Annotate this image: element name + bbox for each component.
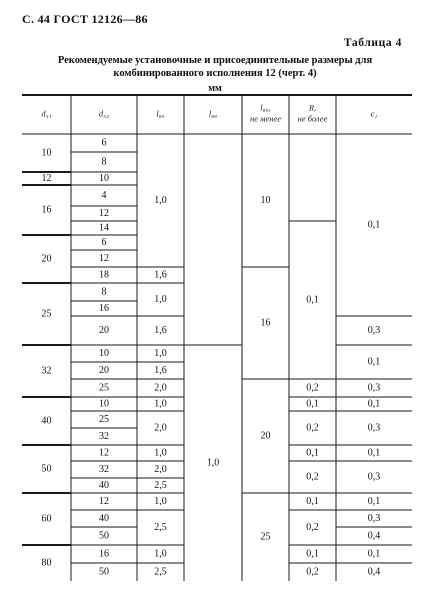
table-cell: 16 [260,317,271,329]
table-cell: 2,0 [154,382,167,394]
table-cell: 0,1 [367,548,381,560]
table-cell: 0,4 [367,566,381,578]
table-cell: 1,6 [154,269,167,281]
units-label: мм [208,83,222,94]
table-cell: 0,2 [306,521,319,533]
table-cell: 50 [41,463,52,475]
table-cell: 0,3 [367,512,381,524]
table-cell: 20 [260,430,271,442]
table-cell: 10 [99,172,109,184]
table-cell: 12 [99,495,109,507]
table-cell: 10 [99,347,109,359]
table-cell: 10 [260,194,271,206]
table-cell: 12 [99,207,109,219]
table-cell: 25 [99,413,109,425]
table-cell: 0,2 [306,382,319,394]
column-header: d₅₁ [41,108,52,119]
table-cell: 0,4 [367,530,381,542]
table-cell: 16 [99,302,109,314]
table-cell: 50 [99,530,109,542]
table-cell: 1,6 [154,324,167,336]
table-cell: 0,1 [306,398,319,410]
table-cell: 32 [41,365,52,377]
table-cell: 20 [41,253,52,265]
table-cell: 0,2 [306,422,319,434]
column-header: l₈₉, не менее [249,102,282,124]
table-cell: 0,3 [367,324,381,336]
table-cell: 1,0 [154,548,167,560]
table-caption-line-1: Рекомендуемые установочные и присоединительные размеры для [57,55,373,66]
table-cell: 40 [99,512,109,524]
table-cell: 20 [99,364,109,376]
table-cell: 0,1 [367,398,381,410]
table-cell: 18 [99,269,109,281]
table-cell: 1,0 [154,194,167,206]
table-cell: 16 [41,204,52,216]
table-cell: 0,3 [367,471,381,483]
table-cell: 4 [101,189,107,201]
table-cell: 1,0 [154,398,167,410]
table-cell: 25 [99,382,109,394]
table-cell: 12 [41,172,52,184]
table-caption-line-2: комбинированного исполнения 12 (черт. 4) [113,68,317,79]
table-cell: 1,0 [206,457,220,469]
table-cell: 25 [260,531,271,543]
table-cell: 0,3 [367,382,381,394]
page-header: С. 44 ГОСТ 12126—86 [22,12,148,26]
table-cell: 10 [99,398,109,410]
table-cell: 60 [41,513,52,525]
table-cell: 0,3 [367,422,381,434]
table-cell: 2,0 [154,463,167,475]
table-cell: 20 [99,324,109,336]
table-cell: 0,1 [367,495,381,507]
table-cell: 0,1 [306,495,319,507]
table-cell: 50 [99,566,109,578]
table-cell: 32 [99,430,109,442]
table-cell: 14 [99,222,109,234]
table-cell: 32 [99,463,109,475]
table-cell: 1,0 [154,347,167,359]
table-cell: 1,0 [154,495,167,507]
table-cell: 2,5 [154,566,167,578]
column-header: l₈₈ [208,108,218,119]
column-header: d₅₂ [98,108,110,119]
table-cell: 0,2 [306,471,319,483]
table-cell: 0,1 [306,548,319,560]
table-cell: 0,1 [367,219,381,231]
table-cell: 10 [41,147,52,159]
table-cell: 0,1 [367,447,381,459]
table-cell: 2,5 [154,521,167,533]
table-cell: 6 [101,236,107,248]
table-cell: 8 [101,286,107,298]
table-cell: 12 [99,252,109,264]
table-cell: 1,0 [154,447,167,459]
table-cell: 25 [41,308,52,320]
table-cell: 8 [101,156,107,168]
table-cell: 80 [41,557,52,569]
table-cell: 16 [99,548,109,560]
table-cell: 2,0 [154,422,167,434]
column-header: R, не более [297,102,328,124]
table-cell: 1,6 [154,364,167,376]
table-cell: 1,0 [154,293,167,305]
table-cell: 2,5 [154,479,167,491]
table-cell: 0,2 [306,566,319,578]
table-cell: 6 [101,137,107,149]
table-cell: 0,1 [367,356,381,368]
column-header: c₁ [370,108,378,119]
table-label: Таблица 4 [343,37,402,49]
column-header: l₈₀ [156,108,165,119]
table-cell: 12 [99,447,109,459]
table-cell: 0,1 [306,294,319,306]
table-cell: 0,1 [306,447,319,459]
table-cell: 40 [41,415,52,427]
table-cell: 40 [99,479,109,491]
